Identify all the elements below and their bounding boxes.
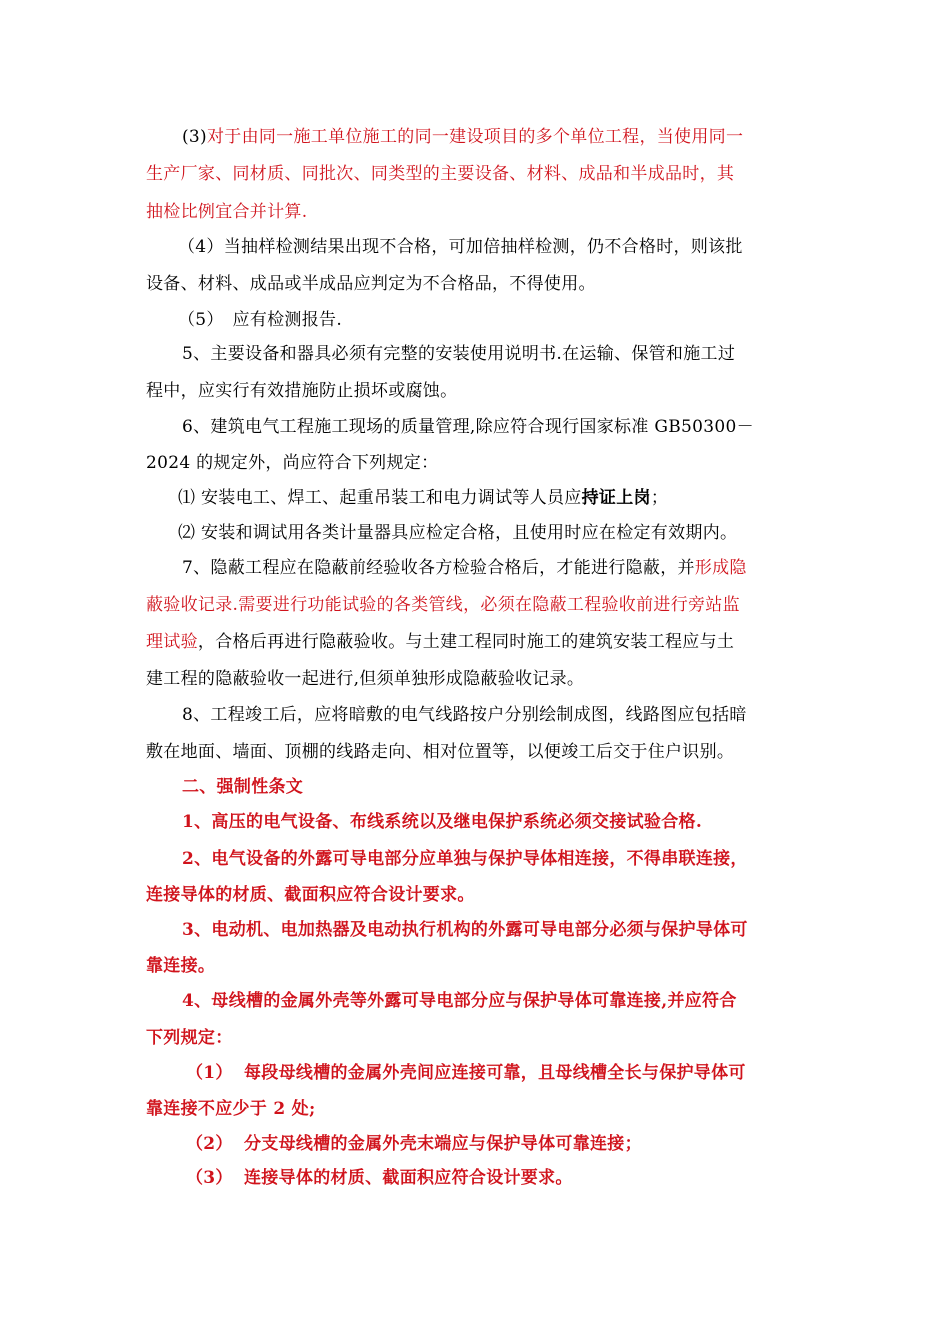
mandatory-2-line-2: 连接导体的材质、截面积应符合设计要求。	[146, 885, 475, 905]
item-7-line-4: 建工程的隐蔽验收一起进行,但须单独形成隐蔽验收记录。	[146, 669, 585, 689]
item-7-line-1: 7、隐蔽工程应在隐蔽前经验收各方检验合格后，才能进行隐蔽，并形成隐	[182, 558, 747, 578]
mandatory-3-line-2: 靠连接。	[146, 956, 216, 976]
item-5-line-2: 程中，应实行有效措施防止损坏或腐蚀。	[146, 381, 458, 401]
item-number: (3)	[182, 127, 207, 147]
item-6-line-2: 2024 的规定外，尚应符合下列规定：	[146, 453, 439, 473]
item-6-line-1: 6、建筑电气工程施工现场的质量管理,除应符合现行国家标准 GB50300－	[182, 417, 754, 437]
para-3-line-1	[182, 125, 743, 149]
mandatory-1: 1、高压的电气设备、布线系统以及继电保护系统必须交接试验合格.	[182, 812, 703, 832]
sub-number: （3）	[186, 1168, 233, 1188]
para-5-line-1: （5） 应有检测报告.	[178, 310, 343, 330]
bold-text: 持证上岗	[581, 488, 651, 508]
mandatory-4-sub-1-line-1: （1） 每段母线槽的金属外壳间应连接可靠，且母线槽全长与保护导体可	[186, 1063, 746, 1083]
mandatory-4-sub-1-line-2: 靠连接不应少于 2 处;	[146, 1099, 316, 1119]
highlight-text: 形成隐	[694, 558, 747, 578]
mandatory-4-sub-3: （3） 连接导体的材质、截面积应符合设计要求。	[186, 1168, 573, 1188]
mandatory-4-line-1: 4、母线槽的金属外壳等外露可导电部分应与保护导体可靠连接,并应符合	[182, 991, 737, 1011]
item-6-sub-1: ⑴ 安装电工、焊工、起重吊装工和电力调试等人员应持证上岗；	[178, 488, 669, 508]
para-4-line-1: （4）当抽样检测结果出现不合格，可加倍抽样检测，仍不合格时，则该批	[178, 237, 743, 257]
item-5-line-1: 5、主要设备和器具必须有完整的安装使用说明书.在运输、保管和施工过	[182, 344, 736, 364]
para-4-line-2: 设备、材料、成品或半成品应判定为不合格品，不得使用。	[146, 274, 596, 294]
item-7-line-3: 理试验，合格后再进行隐蔽验收。与土建工程同时施工的建筑安装工程应与土	[146, 632, 735, 652]
mandatory-3-line-1: 3、电动机、电加热器及电动执行机构的外露可导电部分必须与保护导体可	[182, 920, 748, 940]
item-8-line-2: 敷在地面、墙面、顶棚的线路走向、相对位置等，以便竣工后交于住户识别。	[146, 742, 735, 762]
para-3-line-3: 抽检比例宜合并计算.	[146, 202, 308, 222]
section-heading: 二、强制性条文	[182, 777, 304, 797]
sub-number: （2）	[186, 1134, 233, 1154]
item-8-line-1: 8、工程竣工后，应将暗敷的电气线路按户分别绘制成图，线路图应包括暗	[182, 705, 747, 725]
highlight-text: 对于由同一施工单位施工的同一建设项目的多个单位工程，当使用同一	[206, 127, 744, 147]
item-6-sub-2: ⑵ 安装和调试用各类计量器具应检定合格，且使用时应在检定有效期内。	[178, 523, 738, 543]
mandatory-4-line-2: 下列规定：	[146, 1028, 233, 1048]
sub-number: （1）	[186, 1063, 233, 1083]
mandatory-2-line-1: 2、电气设备的外露可导电部分应单独与保护导体相连接，不得串联连接，	[182, 849, 748, 869]
item-7-line-2: 蔽验收记录.需要进行功能试验的各类管线，必须在隐蔽工程验收前进行旁站监	[146, 595, 740, 615]
para-3-line-2: 生产厂家、同材质、同批次、同类型的主要设备、材料、成品和半成品时，其	[146, 164, 735, 184]
highlight-text: 理试验	[146, 632, 198, 652]
mandatory-4-sub-2: （2） 分支母线槽的金属外壳末端应与保护导体可靠连接；	[186, 1134, 642, 1154]
